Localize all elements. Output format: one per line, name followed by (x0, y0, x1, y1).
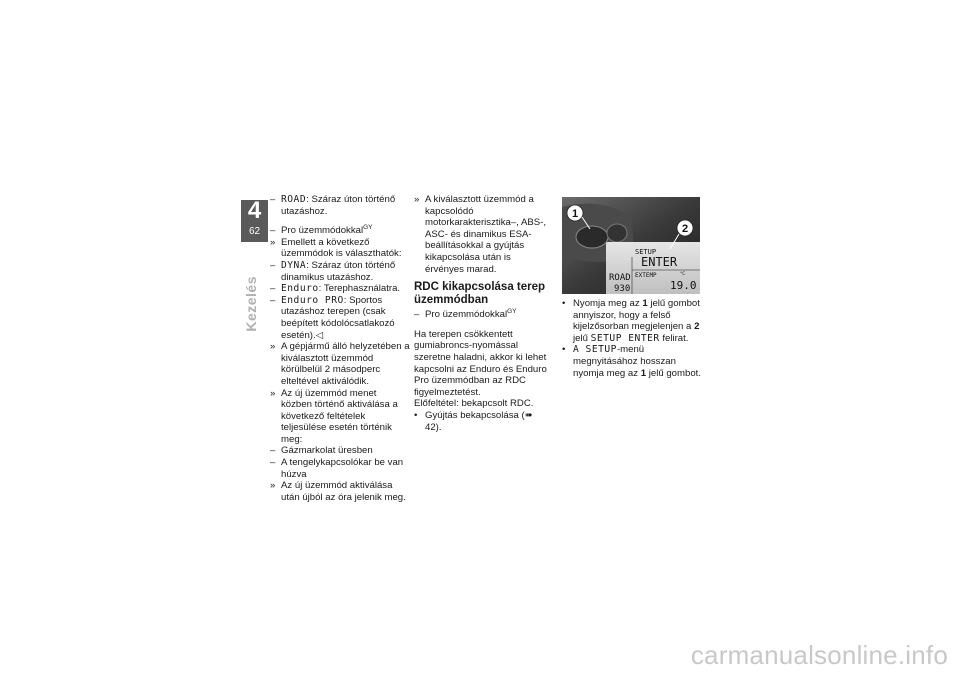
chapter-number: 4 (247, 197, 262, 224)
list-item: » Emellett a következő üzemmódok is választhatók: (270, 236, 402, 260)
list-item: • Nyomja meg az 1 jelű gombot annyiszor, hogy a felső kijelzősorban megjelenjen a 2 jelű SETUP ENTER felirat. (562, 298, 700, 344)
list-item: – Enduro: Terephasználatra. (270, 283, 401, 295)
svg-text:1: 1 (571, 208, 579, 220)
mode-button (576, 226, 608, 248)
lcd-setup: SETUP (635, 248, 657, 256)
list-item: – DYNA: Száraz úton történő dinamikus utazáshoz. (270, 259, 396, 283)
list-item: » Az új üzemmód aktiválása után újból az óra jelenik meg. (270, 480, 406, 503)
handlebar-display-photo (562, 197, 700, 294)
list-item: – Gázmarkolat üresben (270, 445, 373, 457)
text-column-1 (270, 194, 410, 503)
list-item: • A SETUP-menü megnyitásához hosszan nyomja meg az 1 jelű gombot. (562, 344, 701, 379)
section-heading: RDC kikapcsolása terep üzemmódban (414, 281, 546, 307)
list-item: – ROAD: Száraz úton történő utazáshoz. (270, 194, 396, 217)
list-item: – Pro üzemmódokkal$^{GY}$ (414, 307, 517, 321)
list-item: – Pro üzemmódokkal$^{GY}$ (270, 224, 373, 237)
list-item: » A gépjármű álló helyzetében a kiválasztott üzemmód körülbelül 2 másodperc elteltével aktiválódik. (270, 341, 410, 387)
lcd-enter: ENTER (641, 255, 678, 269)
svg-text:2: 2 (681, 223, 689, 235)
text-column-2 (414, 194, 550, 433)
list-item: • Gyújtás bekapcsolása (➠ 42). (414, 409, 533, 433)
list-item: » Az új üzemmód menet közben történő aktiválása a következő feltételek teljesülése esetén történik meg: (270, 387, 398, 445)
lcd-extemp: EXTEMP (635, 272, 657, 279)
text-column-3 (562, 298, 702, 379)
lcd-road: ROAD (609, 273, 631, 283)
paragraph: Ha terepen csökkentett gumiabroncs-nyomással szeretne haladni, akkor ki lehet kapcsolni az Enduro és Enduro Pro üzemmódban az RDC figyelmeztetést. (414, 328, 547, 398)
mode-name: ROAD (281, 194, 307, 205)
list-item: » A kiválasztott üzemmód a kapcsolódó motorkarakterisztika–, ABS-, ASC- és dinamikus ESA-beállításokkal a gyújtás kikapcsolása után is érvényes marad. (414, 194, 547, 275)
section-label: Kezelés (243, 276, 259, 332)
display-illustration (562, 197, 700, 294)
watermark: carmanualsonline.info (690, 640, 948, 670)
list-item: – Enduro PRO: Sportos utazáshoz terepen (csak beépített kódolócsatlakozó esetén).◁ (270, 294, 395, 341)
precondition: Előfeltétel: bekapcsolt RDC. (414, 398, 534, 410)
lcd-odo: 930 (614, 284, 631, 294)
page-number: 62 (248, 226, 261, 237)
list-item: – A tengelykapcsolókar be van húzva (270, 457, 404, 480)
lcd-temp-unit: °C (680, 272, 686, 277)
lcd-temp-value: 19.0 (670, 279, 697, 292)
